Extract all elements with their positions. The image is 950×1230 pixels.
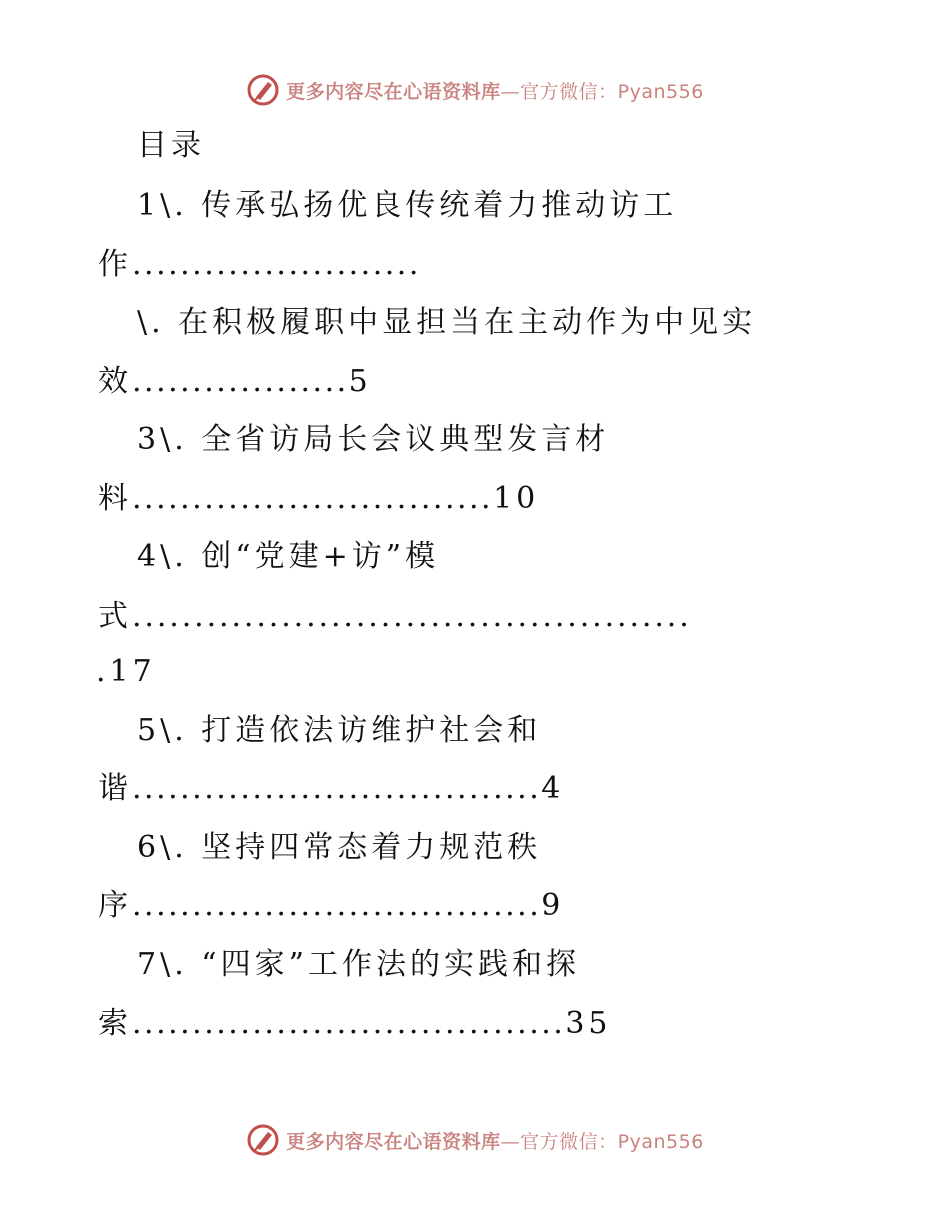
toc-entry-3-head: 3\. 全省访局长会议典型发言材 (137, 422, 610, 457)
toc-entry-4-tail: 式............................................. (98, 599, 692, 634)
pen-logo-icon (246, 1123, 280, 1157)
toc-entry-1-head: 1\. 传承弘扬优良传统着力推动访工 (137, 188, 678, 223)
watermark-text: 更多内容尽在心语资料库—官方微信：Pyan556 (286, 80, 704, 103)
toc-entry-7-tail: 索....................................35 (98, 1006, 612, 1041)
toc-entry-4-page: .17 (96, 654, 156, 689)
pen-logo-icon (246, 73, 280, 107)
toc-entry-4-head: 4\. 创“党建+访”模 (137, 539, 440, 574)
toc-entry-7-head: 7\. “四家”工作法的实践和探 (137, 947, 580, 982)
header-watermark (0, 68, 950, 112)
footer-watermark (0, 1118, 950, 1162)
toc-title: 目录 (137, 128, 205, 163)
toc-entry-1-tail: 作........................ (98, 247, 421, 282)
toc-entry-2-head: \. 在积极履职中显担当在主动作为中见实 (137, 305, 757, 340)
toc-entry-6-tail: 序..................................9 (98, 888, 565, 923)
watermark-text: 更多内容尽在心语资料库—官方微信：Pyan556 (286, 1130, 704, 1153)
toc-entry-5-head: 5\. 打造依法访维护社会和 (137, 713, 542, 748)
toc-entry-3-tail: 料..............................10 (98, 481, 540, 516)
toc-entry-5-tail: 谐..................................4 (98, 771, 565, 806)
toc-entry-6-head: 6\. 坚持四常态着力规范秩 (137, 830, 542, 865)
toc-entry-2-tail: 效..................5 (98, 364, 372, 399)
